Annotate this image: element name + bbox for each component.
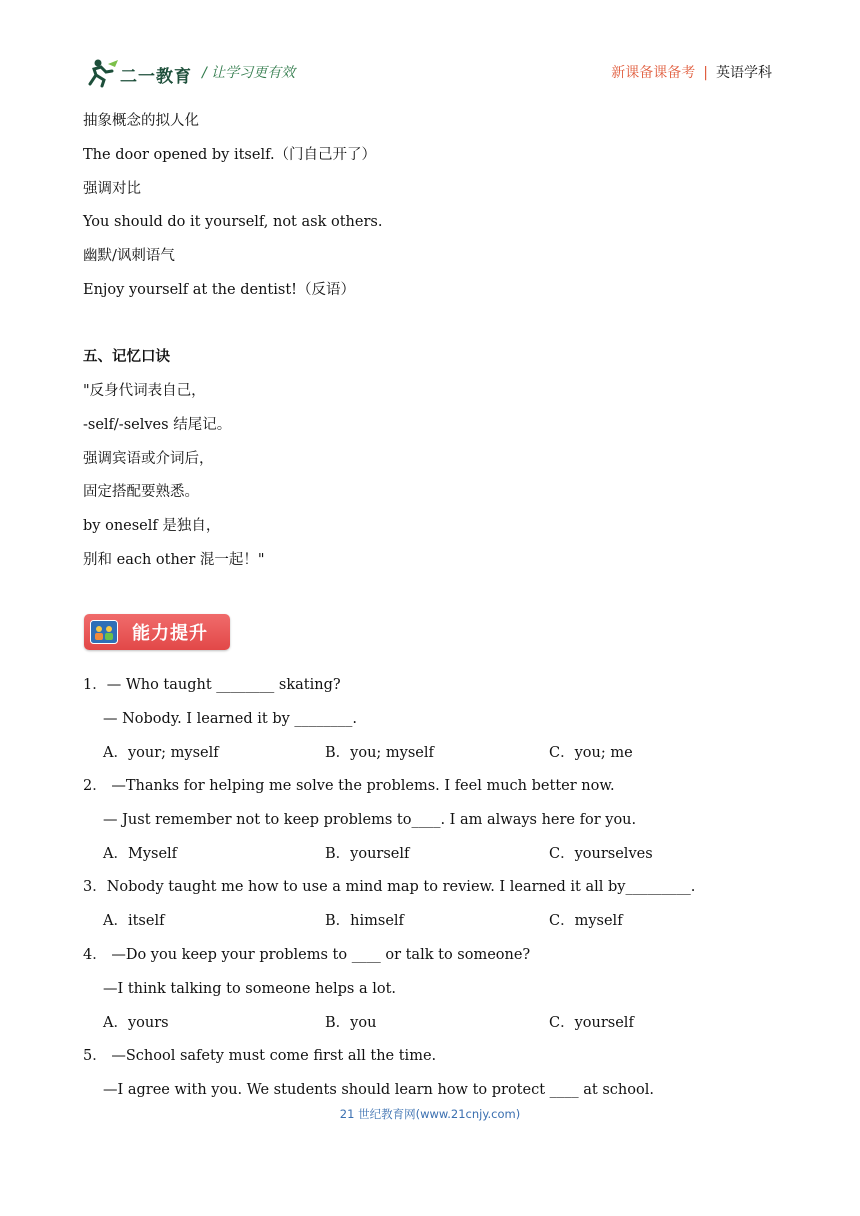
header-subject-label: 英语学科 xyxy=(716,65,772,81)
intro-line: 抽象概念的拟人化 xyxy=(83,113,199,129)
question-5 xyxy=(83,1046,436,1066)
question-number: 2． xyxy=(83,778,107,794)
question-number: 1． xyxy=(83,677,107,693)
question-3 xyxy=(83,877,695,897)
option-c[interactable]: C．yourself xyxy=(549,1015,634,1031)
mnemonic-line: -self/-selves 结尾记。 xyxy=(83,417,232,433)
mnemonic-line: 固定搭配要熟悉。 xyxy=(83,484,199,500)
question-text: —Do you keep your problems to ____ or talk to someone? xyxy=(111,947,531,963)
option-b[interactable]: B．yourself xyxy=(325,846,410,862)
mnemonic-line: 别和 each other 混一起！" xyxy=(83,552,265,568)
option-c[interactable]: C．yourselves xyxy=(549,846,653,862)
question-text: — Nobody. I learned it by ________. xyxy=(103,711,358,727)
mnemonic-line: "反身代词表自己， xyxy=(83,383,206,399)
question-text: — Who taught ________ skating? xyxy=(106,677,341,693)
option-b[interactable]: B．you xyxy=(325,1015,377,1031)
option-a[interactable]: A．itself xyxy=(103,913,165,929)
question-text: Nobody taught me how to use a mind map to review. I learned it all by_________. xyxy=(106,879,696,895)
mnemonic-line: 强调宾语或介词后， xyxy=(83,451,214,467)
option-a[interactable]: A．yours xyxy=(103,1015,169,1031)
question-number: 4． xyxy=(83,947,107,963)
header-subject xyxy=(611,62,772,82)
question-4 xyxy=(83,945,530,965)
logo-text: 二一教育 xyxy=(120,67,192,87)
question-text: —Thanks for helping me solve the problems. I feel much better now. xyxy=(111,778,615,794)
section-title: 五、记忆口诀 xyxy=(83,349,170,365)
question-text: — Just remember not to keep problems to____. I am always here for you. xyxy=(103,812,637,828)
people-board-icon xyxy=(90,620,118,644)
option-c[interactable]: C．you; me xyxy=(549,745,633,761)
option-c[interactable]: C．myself xyxy=(549,913,623,929)
header-slogan: / 让学习更有效 xyxy=(202,65,296,81)
option-a[interactable]: A．your; myself xyxy=(103,745,219,761)
ability-badge xyxy=(84,614,230,650)
mnemonic-line: by oneself 是独自， xyxy=(83,518,221,534)
intro-line: The door opened by itself.（门自己开了） xyxy=(83,147,377,163)
question-2 xyxy=(83,776,615,796)
option-b[interactable]: B．himself xyxy=(325,913,404,929)
question-text: —I agree with you. We students should learn how to protect ____ at school. xyxy=(103,1082,654,1098)
header-separator: | xyxy=(703,65,708,81)
footer-source: 21 世纪教育网(www.21cnjy.com) xyxy=(339,1107,521,1121)
header-course-label: 新课备课备考 xyxy=(611,65,696,81)
question-text: —School safety must come first all the time. xyxy=(111,1048,437,1064)
question-number: 3． xyxy=(83,879,107,895)
intro-line: You should do it yourself, not ask others. xyxy=(83,214,383,230)
badge-label: 能力提升 xyxy=(132,623,208,644)
question-1 xyxy=(83,675,341,695)
question-text: —I think talking to someone helps a lot. xyxy=(103,981,397,997)
intro-line: 幽默/讽刺语气 xyxy=(83,248,175,264)
option-a[interactable]: A．Myself xyxy=(103,846,178,862)
intro-line: 强调对比 xyxy=(83,181,141,197)
intro-line: Enjoy yourself at the dentist!（反语） xyxy=(83,282,355,298)
question-number: 5． xyxy=(83,1048,107,1064)
option-b[interactable]: B．you; myself xyxy=(325,745,434,761)
